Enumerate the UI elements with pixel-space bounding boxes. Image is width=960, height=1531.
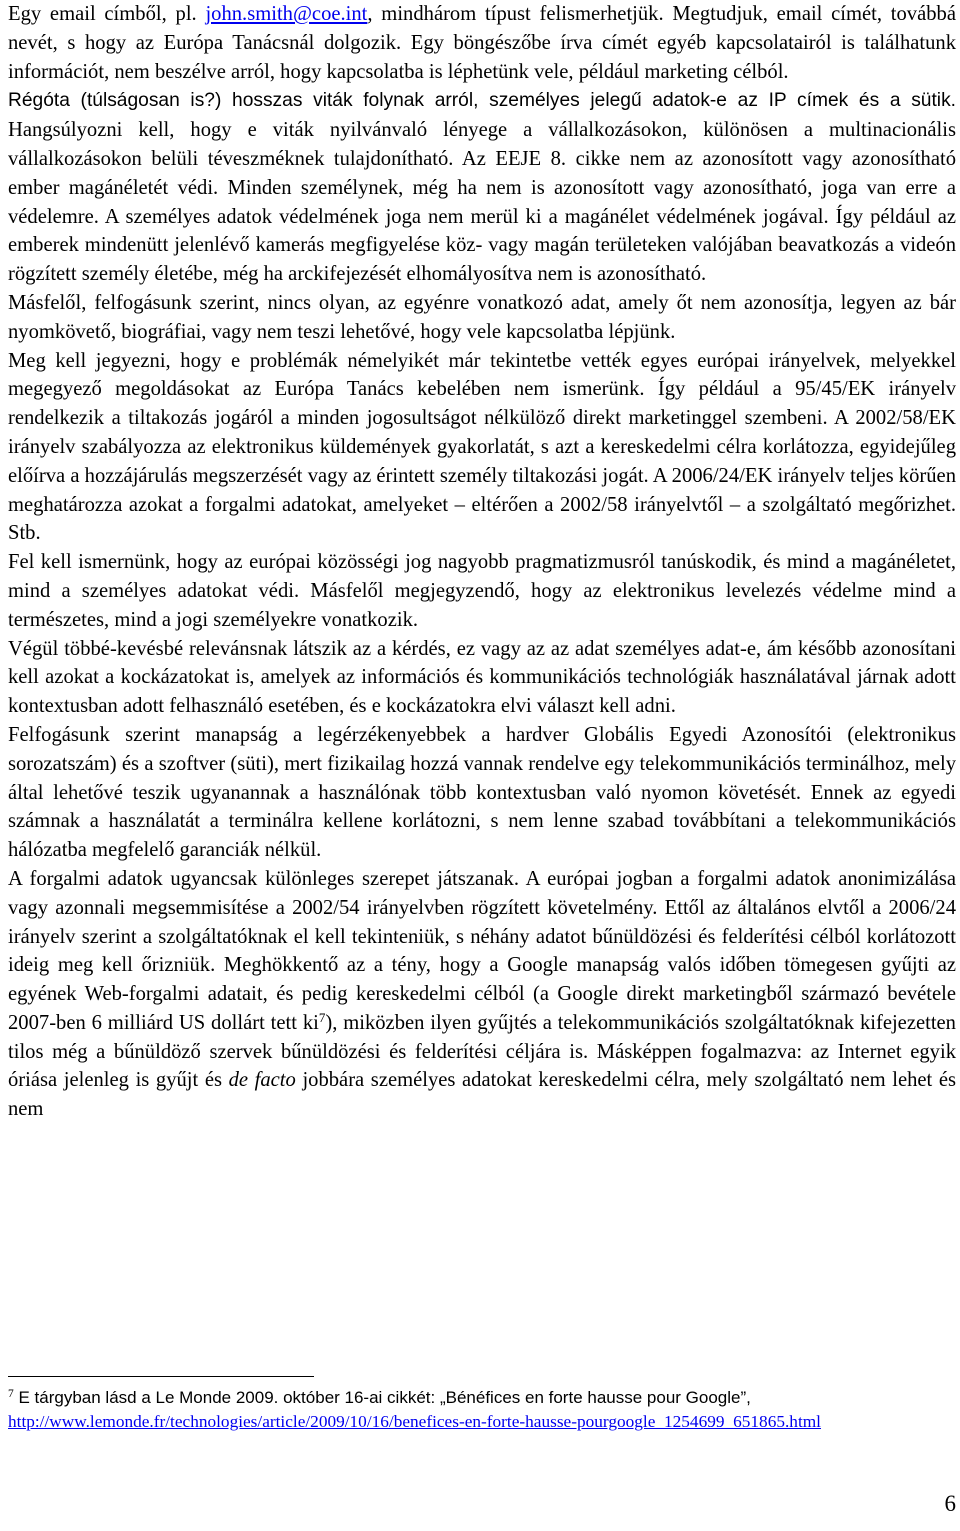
paragraph-traffic-data [8, 865, 956, 1124]
paragraph-text: Egy email címből, pl. [8, 3, 206, 25]
paragraph-text: jobbára személyes adatokat kereskedelmi célra, mely szolgáltató nem lehet és nem [8, 1069, 956, 1121]
paragraph-community-law: Fel kell ismernünk, hogy az európai közösségi jog nagyobb pragmatizmusról tanúskodik, és mind a magánéletet, mind a személyes adatokat védi. Másfelől megjegyzendő, hogy az elektronikus levelezés védelme mind a természetes, mind a jogi személyekre vonatkozik. [8, 551, 956, 631]
footnote [8, 1386, 908, 1435]
paragraph-text: Régóta (túlságosan is?) hosszas viták folynak arról, személyes jelegű adatok-e az IP címek és a sütik. [8, 90, 956, 112]
footnote-link[interactable]: http://www.lemonde.fr/technologies/article/2009/10/16/benefices-en-forte-hausse-pourgoogle_1254699_651865.html [8, 1412, 821, 1432]
email-link[interactable]: john.smith@coe.int [205, 3, 368, 25]
paragraph-ip-cookies [8, 86, 956, 289]
italic-term: de facto [228, 1069, 296, 1092]
page-number: 6 [944, 1491, 956, 1516]
paragraph-text: Hangsúlyozni kell, hogy e viták nyilvánvaló lényege a vállalkozásokon, különösen a multinacionális vállalkozásokon belüli téveszméknek tulajdonítható. Az EEJE 8. cikke nem az azonosított vagy azonosítható ember magánéletét védi. Minden személynek, még ha nem is azonosított vagy azonosítható, joga van erre a védelemre. A személyes adatok védelmének joga nem merül ki a magánélet védelmének jogával. Így például az emberek mindenütt jelenlévő kamerás megfigyelése köz- vagy magán területeken valójában beavatkozás a videón rögzített személy életébe, még ha arckifejezését elhomályosítva nem is azonosítható. [8, 119, 956, 286]
paragraph-directives: Meg kell jegyezni, hogy e problémák némelyikét már tekintetbe vették egyes európai irányelvek, melyekkel megegyező megoldásokat az Európa Tanács kebelében nem ismerünk. Így például a 95/45/EK irányelv rendelkezik a tiltakozás jogáról a minden jogosultságot nélkülöző direkt marketinggel szembeni. A 2002/58/EK irányelv szabályozza az elektronikus küldemények gyakorlatát, s azt a kereskedelmi célra korlátozza, egyidejűleg előírva a hozzájárulás megszerzését vagy az érintett személy tiltakozási jogát. A 2006/24/EK irányelv teljes körűen meghatározza azokat a forgalmi adatokat, amelyeket – eltérően a 2002/58 irányelvtől – a szolgáltató megőrizhet. Stb. [8, 349, 956, 545]
document-body [8, 0, 956, 1124]
footnote-text: E tárgyban lásd a Le Monde 2009. október 16-ai cikkét: „Bénéfices en forte hausse pour Google”, [13, 1388, 751, 1407]
paragraph-email-example [8, 0, 956, 86]
footnote-reference[interactable]: 7 [318, 1009, 326, 1025]
footnote-divider [8, 1376, 314, 1377]
paragraph-text: A forgalmi adatok ugyancsak különleges szerepet játszanak. A európai jogban a forgalmi adatok anonimizálása vagy azonnali megsemmisítése a 2002/54 irányelvben rögzített követelmény. Ettől az általános elvtől a 2006/24 irányelv szerint a szolgáltatóknak el kell tekinteniük, s néhány adatot bűnüldözési és felderítési célból korlátozott ideig meg kell őrizniük. Meghökkentő az a tény, hogy a Google manapság valós időben tömegesen gyűjti az egyének Web-forgalmi adatait, és pedig kereskedelmi célból (a Google direkt marketingből származó bevétele 2007-ben 6 milliárd US dollárt tett ki [8, 867, 956, 1034]
paragraph-text: , mindhárom típust felismerhetjük. Megtudjuk, email címét, továbbá nevét, s hogy az Európa Tanácsnál dolgozik. Egy böngészőbe írva címét egyéb kapcsolatairól is találhatunk információt, nem beszélve arról, hogy kapcsolatba is léphetünk vele, például marketing célból. [8, 3, 956, 83]
paragraph-identification: Másfelől, felfogásunk szerint, nincs olyan, az egyénre vonatkozó adat, amely őt nem azonosítja, legyen az bár nyomkövető, biográfiai, vagy nem teszi lehetővé, hogy vele kapcsolatba lépjünk. [8, 291, 956, 343]
paragraph-unique-identifiers: Felfogásunk szerint manapság a legérzékenyebbek a hardver Globális Egyedi Azonosítói (elektronikus sorozatszám) és a szoftver (süti), mert fizikailag hozzá vannak rendelve egy telekommunikációs terminálhoz, mely által lehetővé teszik ugyanannak a használónak több kontextusban való nyomon követését. Ennek az egyedi számnak a használatát a terminálra kellene korlátozni, s nem lenne szabad továbbítani a telekommunikációs hálózatba megfelelő garanciák nélkül. [8, 723, 956, 862]
paragraph-text: ), miközben ilyen gyűjtés a telekommunikációs szolgáltatóknak kifejezetten tilos még a bűnüldöző szervek bűnüldözési és felderítési céljára is. Másképpen fogalmazva: az Internet egyik óriása jelenleg is gyűjt és [8, 1011, 956, 1092]
footnote-number: 7 [8, 1388, 14, 1400]
paragraph-risks: Végül többé-kevésbé relevánsnak látszik az a kérdés, ez vagy az az adat személyes adat-e, ám később azonosítani kell azokat a kockázatokat is, amelyek az információs és kommunikációs technológiák használatával járnak adott kontextusban adott felhasználó esetében, és e kockázatokra elvi választ kell adni. [8, 637, 956, 718]
